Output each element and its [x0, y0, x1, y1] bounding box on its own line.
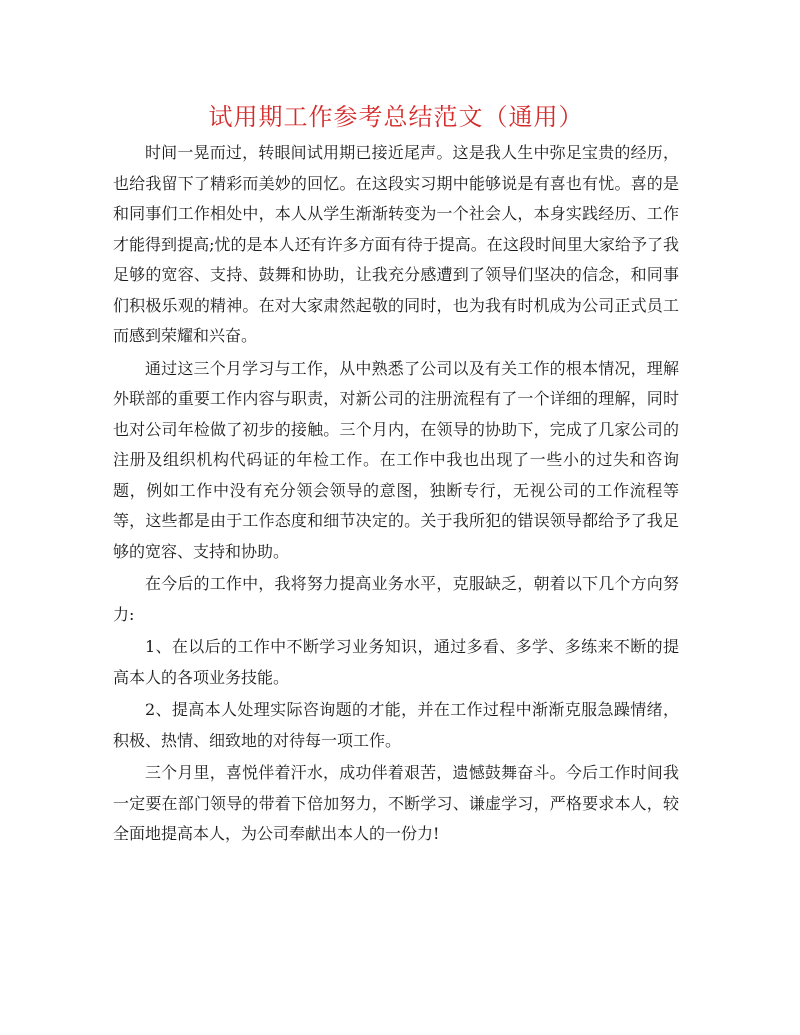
- paragraph-item-1: 1、在以后的工作中不断学习业务知识，通过多看、多学、多练来不断的提高本人的各项业务技能。: [113, 637, 679, 687]
- paragraph-conclusion: 三个月里，喜悦伴着汗水，成功伴着艰苦，遗憾鼓舞奋斗。今后工作时间我一定要在部门领导的带着下倍加努力，不断学习、谦虚学习，严格要求本人，较全面地提高本人，为公司奉献出本人的一份力!: [113, 763, 679, 843]
- paragraph-future-plan: 在今后的工作中，我将努力提高业务水平，克服缺乏，朝着以下几个方向努力:: [113, 574, 679, 624]
- document-title: 试用期工作参考总结范文（通用）: [208, 103, 584, 131]
- paragraph-item-2: 2、提高本人处理实际咨询题的才能，并在工作过程中渐渐克服急躁情绪，积极、热情、细致地的对待每一项工作。: [113, 700, 679, 750]
- document-page: [113, 100, 679, 852]
- paragraph-intro: 时间一晃而过，转眼间试用期已接近尾声。这是我人生中弥足宝贵的经历，也给我留下了精彩而美妙的回忆。在这段实习期中能够说是有喜也有忧。喜的是和同事们工作相处中，本人从学生渐渐转变为一个社会人，本身实践经历、工作才能得到提高;忧的是本人还有许多方面有待于提高。在这段时间里大家给予了我足够的宽容、支持、鼓舞和协助，让我充分感遭到了领导们坚决的信念，和同事们积极乐观的精神。在对大家肃然起敬的同时，也为我有时机成为公司正式员工而感到荣耀和兴奋。: [113, 143, 679, 345]
- paragraph-work-summary: 通过这三个月学习与工作，从中熟悉了公司以及有关工作的根本情况，理解外联部的重要工作内容与职责，对新公司的注册流程有了一个详细的理解，同时也对公司年检做了初步的接触。三个月内，在领导的协助下，完成了几家公司的注册及组织机构代码证的年检工作。在工作中我也出现了一些小的过失和咨询题，例如工作中没有充分领会领导的意图，独断专行，无视公司的工作流程等等，这些都是由于工作态度和细节决定的。关于我所犯的错误领导都给予了我足够的宽容、支持和协助。: [113, 358, 679, 561]
